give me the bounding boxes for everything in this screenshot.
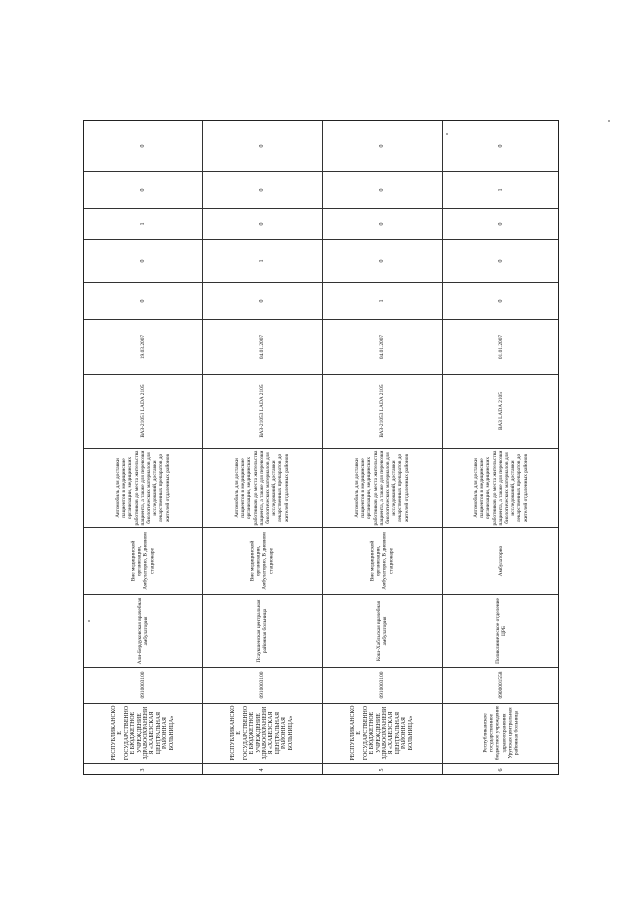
cell-text-purpose: Автомобиль для доставки пациентов в медицинские организации, медицинских работников до места жительства пациента, а также для перевозки биологических материалов для исследований, доставки лекарственных препаратов до жителей отдаленных районов bbox=[234, 450, 290, 525]
cell-text-model: ВАЗ-21053 LADA 2105 bbox=[378, 384, 385, 438]
cell-text-purpose: Автомобиль для доставки пациентов в медицинские организации, медицинских работников до места жительства пациента, а также для перевозки биологических материалов для исследований, доставки лекарственных препаратов до жителей отдаленных районов bbox=[473, 450, 529, 525]
cell-text-org: РЕСПУБЛИКАНСКОЕ ГОСУДАРСТВЕННОЕ БЮДЖЕТНОЕ УЧРЕЖДЕНИЕ ЗДРАВООХРАНЕНИЯ «ХАБЕЗСКАЯ ЦЕНТРАЛЬНАЯ РАЙОННАЯ БОЛЬНИЦА» bbox=[110, 705, 175, 761]
cell-text-purpose: Автомобиль для доставки пациентов в медицинские организации, медицинских работников до места жительства пациента, а также для перевозки биологических материалов для исследований, доставки лекарственных препаратов до жителей отдаленных районов bbox=[354, 450, 410, 525]
cell-text-c2: 1 bbox=[258, 259, 265, 262]
cell-code bbox=[202, 667, 322, 703]
cell-c5 bbox=[202, 121, 322, 171]
cell-text-c4: 0 bbox=[258, 188, 265, 191]
cell-text-care: Вне медицинской организации, Амбулаторно, В дневном стационаре bbox=[130, 531, 156, 590]
cell-c3 bbox=[442, 208, 560, 239]
cell-text-c3: 0 bbox=[497, 222, 504, 225]
cell-text-code: 0910003100 bbox=[139, 671, 146, 699]
cell-text-unit: Али-Бердуковская врачебная амбулатория bbox=[136, 597, 149, 664]
cell-text-model: ВАЗ-21051 LADA 2105 bbox=[139, 384, 146, 438]
cell-org bbox=[442, 703, 560, 763]
cell-code bbox=[442, 667, 560, 703]
cell-text-date: 19.03.2007 bbox=[139, 334, 146, 359]
cell-c1 bbox=[322, 282, 442, 319]
cell-text-num: 5 bbox=[378, 768, 385, 771]
cell-c2 bbox=[84, 239, 202, 282]
cell-unit bbox=[322, 594, 442, 667]
cell-text-care: Вне медицинской организации, Амбулаторно, В дневном стационаре bbox=[249, 531, 275, 590]
cell-date bbox=[322, 319, 442, 374]
cell-c5 bbox=[322, 121, 442, 171]
cell-care bbox=[84, 527, 202, 594]
cell-text-c4: 0 bbox=[378, 188, 385, 191]
cell-model bbox=[202, 374, 322, 448]
cell-num bbox=[322, 763, 442, 776]
scan-speck bbox=[446, 133, 448, 135]
cell-unit bbox=[202, 594, 322, 667]
cell-text-org: Республиканское государственное бюджетное учреждение здравоохранения Урупская центральная районная больница bbox=[482, 705, 520, 761]
cell-text-c4: 1 bbox=[497, 188, 504, 191]
cell-text-num: 4 bbox=[258, 768, 265, 771]
cell-text-num: 3 bbox=[139, 768, 146, 771]
cell-c2 bbox=[442, 239, 560, 282]
cell-text-care: Вне медицинской организации, Амбулаторно, В дневном стационаре bbox=[369, 531, 395, 590]
cell-care bbox=[202, 527, 322, 594]
cell-text-c2: 0 bbox=[378, 259, 385, 262]
cell-text-c2: 0 bbox=[497, 259, 504, 262]
cell-text-c1: 0 bbox=[139, 299, 146, 302]
cell-c3 bbox=[202, 208, 322, 239]
cell-text-care: Амбулаторно bbox=[497, 545, 504, 576]
cell-text-date: 01.01.2007 bbox=[497, 334, 504, 359]
cell-text-org: РЕСПУБЛИКАНСКОЕ ГОСУДАРСТВЕННОЕ БЮДЖЕТНОЕ УЧРЕЖДЕНИЕ ЗДРАВООХРАНЕНИЯ «ХАБЕЗСКАЯ ЦЕНТРАЛЬНАЯ РАЙОННАЯ БОЛЬНИЦА» bbox=[349, 705, 414, 761]
cell-text-c5: 0 bbox=[497, 144, 504, 148]
cell-text-c5: 0 bbox=[139, 144, 146, 148]
cell-date bbox=[84, 319, 202, 374]
cell-c4 bbox=[84, 171, 202, 208]
cell-c1 bbox=[84, 282, 202, 319]
cell-text-date: 04.01.2007 bbox=[258, 334, 265, 359]
cell-org bbox=[322, 703, 442, 763]
cell-text-c1: 0 bbox=[258, 299, 265, 302]
cell-care bbox=[442, 527, 560, 594]
cell-code bbox=[322, 667, 442, 703]
cell-text-code: 0900001558 bbox=[497, 671, 504, 699]
cell-c2 bbox=[322, 239, 442, 282]
cell-c1 bbox=[442, 282, 560, 319]
cell-c2 bbox=[202, 239, 322, 282]
scan-speck bbox=[88, 620, 90, 622]
cell-c3 bbox=[84, 208, 202, 239]
cell-org bbox=[84, 703, 202, 763]
cell-text-model: ВАЗ LADA 2105 bbox=[497, 392, 504, 430]
cell-num bbox=[442, 763, 560, 776]
cell-text-model: ВАЗ-21053 LADA 2105 bbox=[258, 384, 265, 438]
cell-num bbox=[202, 763, 322, 776]
vehicle-table bbox=[83, 120, 559, 775]
cell-text-code: 0910003100 bbox=[258, 671, 265, 699]
scan-speck bbox=[608, 120, 610, 122]
cell-text-date: 04.01.2007 bbox=[378, 334, 385, 359]
cell-date bbox=[202, 319, 322, 374]
cell-c1 bbox=[202, 282, 322, 319]
cell-model bbox=[322, 374, 442, 448]
cell-c5 bbox=[442, 121, 560, 171]
cell-c3 bbox=[322, 208, 442, 239]
cell-text-c3: 1 bbox=[139, 222, 146, 225]
cell-c4 bbox=[442, 171, 560, 208]
cell-text-purpose: Автомобиль для доставки пациентов в медицинские организации, медицинских работников до места жительства пациента, а также для перевозки биологических материалов для исследований, доставки лекарственных препаратов до жителей отдаленных районов bbox=[115, 450, 171, 525]
cell-text-c2: 0 bbox=[139, 259, 146, 262]
cell-c5 bbox=[84, 121, 202, 171]
cell-purpose bbox=[202, 448, 322, 527]
cell-unit bbox=[84, 594, 202, 667]
cell-text-c1: 0 bbox=[497, 299, 504, 302]
cell-text-unit: Поликлиническое отделение ЦРБ bbox=[494, 597, 507, 664]
cell-text-c3: 0 bbox=[258, 222, 265, 225]
cell-text-num: 6 bbox=[497, 768, 504, 771]
cell-care bbox=[322, 527, 442, 594]
cell-code bbox=[84, 667, 202, 703]
cell-purpose bbox=[84, 448, 202, 527]
cell-model bbox=[84, 374, 202, 448]
cell-text-c4: 0 bbox=[139, 188, 146, 191]
cell-date bbox=[442, 319, 560, 374]
cell-c4 bbox=[202, 171, 322, 208]
cell-text-code: 0910003100 bbox=[378, 671, 385, 699]
cell-text-unit: Кош-Хабльская врачебная амбулатория bbox=[375, 600, 388, 661]
cell-num bbox=[84, 763, 202, 776]
cell-text-c1: 1 bbox=[378, 299, 385, 302]
cell-purpose bbox=[322, 448, 442, 527]
cell-model bbox=[442, 374, 560, 448]
cell-org bbox=[202, 703, 322, 763]
cell-purpose bbox=[442, 448, 560, 527]
cell-c4 bbox=[322, 171, 442, 208]
cell-unit bbox=[442, 594, 560, 667]
cell-text-c3: 0 bbox=[378, 222, 385, 225]
cell-text-c5: 0 bbox=[378, 144, 385, 148]
cell-text-c5: 0 bbox=[258, 144, 265, 148]
cell-text-org: РЕСПУБЛИКАНСКОЕ ГОСУДАРСТВЕННОЕ БЮДЖЕТНОЕ УЧРЕЖДЕНИЕ ЗДРАВООХРАНЕНИЯ «ХАБЕЗСКАЯ ЦЕНТРАЛЬНАЯ РАЙОННАЯ БОЛЬНИЦА» bbox=[229, 705, 294, 761]
cell-text-unit: Псаукшенская центральная районная больница bbox=[255, 599, 268, 662]
